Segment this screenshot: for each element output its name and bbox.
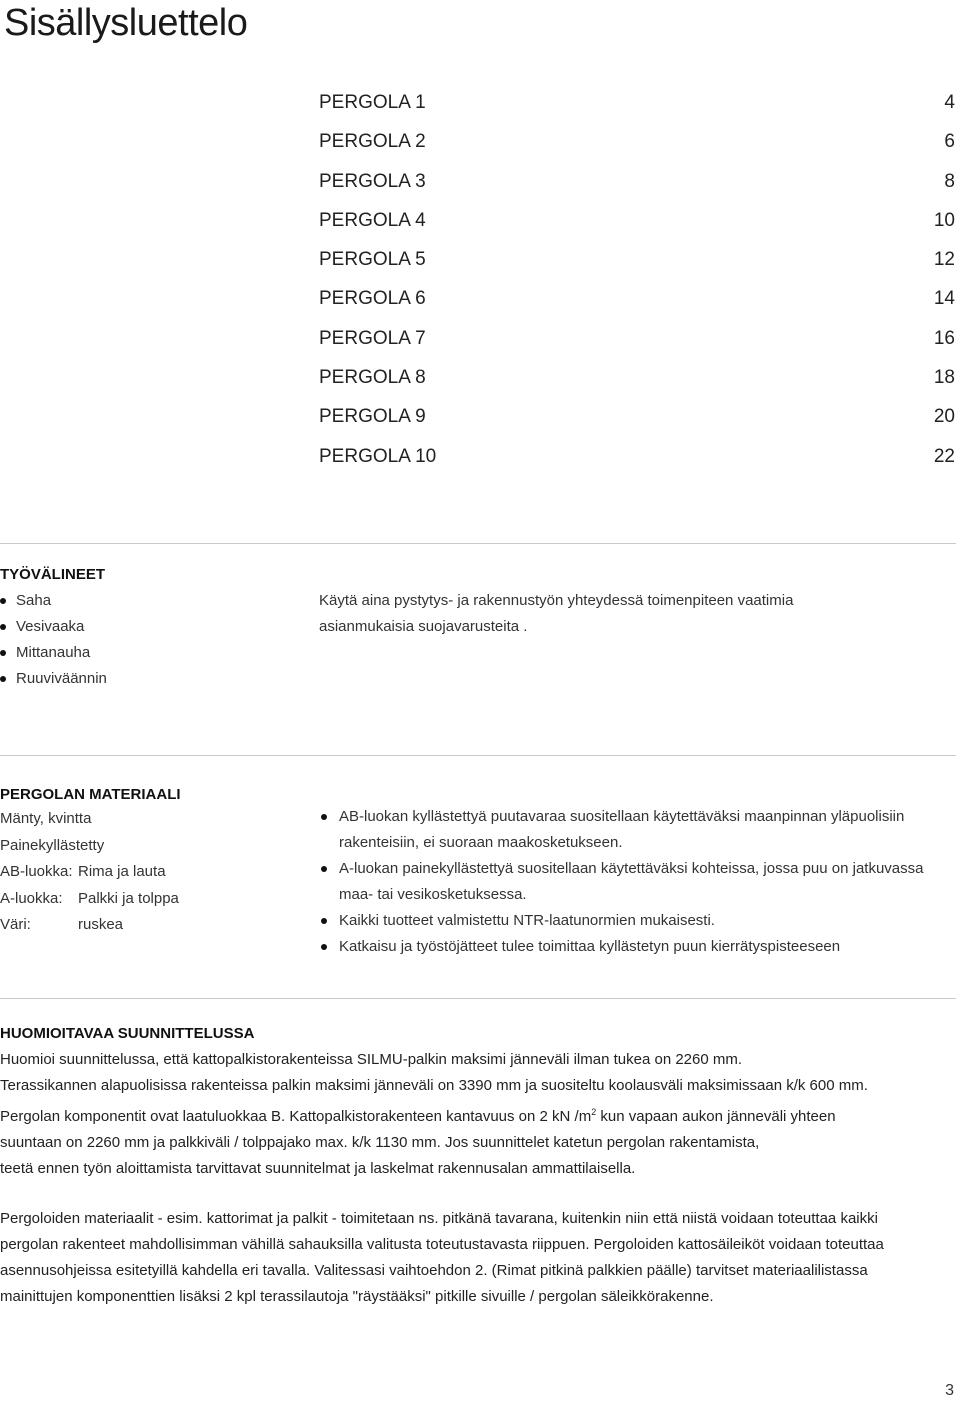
toc-label: PERGOLA 9 xyxy=(319,406,426,428)
tool-item xyxy=(0,614,107,640)
material-note xyxy=(319,804,959,830)
material-note-text: rakenteisiin, ei suoraan maakosketukseen. xyxy=(339,834,623,851)
material-note-text: A-luokan painekyllästettyä suositellaan käytettäväksi kohteissa, jossa puu on jatkuvassa xyxy=(339,860,924,877)
material-spec-row xyxy=(0,886,179,913)
toc-entry xyxy=(319,284,955,323)
material-note-continued xyxy=(319,830,959,856)
toc-label: PERGOLA 8 xyxy=(319,367,426,389)
toc-page-number: 20 xyxy=(933,406,955,428)
toc-label: PERGOLA 5 xyxy=(319,249,426,271)
toc-entry xyxy=(319,88,955,127)
planning-notes xyxy=(0,1047,868,1182)
toc-entry xyxy=(319,167,955,206)
material-spec-row xyxy=(0,912,179,939)
spec-value: ruskea xyxy=(78,916,124,933)
material-treatment: Painekyllästetty xyxy=(0,836,105,854)
paragraph-line: pergolan rakenteet mahdollisimman vähillä sahauksilla valitusta toteutustavasta riippuen. Pergoloiden kattosäileiköt voidaan toteuttaa xyxy=(0,1236,884,1253)
toc-page-number: 14 xyxy=(933,288,955,310)
toc-page-number: 6 xyxy=(944,131,955,153)
toc-page-number: 22 xyxy=(933,445,955,467)
tool-item xyxy=(0,666,107,692)
paragraph-line: mainittujen komponenttien lisäksi 2 kpl terassilautoja "räystääksi" pitkille sivuille / pergolan säleikkörakenne. xyxy=(0,1288,714,1305)
toc-entry xyxy=(319,127,955,166)
toc-label: PERGOLA 3 xyxy=(319,170,426,192)
spec-key: AB-luokka: xyxy=(0,863,73,880)
paragraph-line: asennusohjeissa esitetyillä kahdella eri tavalla. Valitessasi vaihtoehdon 2. (Rimat pitkinä palkkien päälle) tarvitset materiaalilistassa xyxy=(0,1262,868,1279)
spec-value: Rima ja lauta xyxy=(78,863,166,880)
material-wood: Mänty, kvintta xyxy=(0,810,92,827)
material-note-text: maa- tai vesikosketuksessa. xyxy=(339,886,527,903)
divider xyxy=(0,998,956,999)
tool-label: Ruuviväännin xyxy=(16,670,107,687)
bullet-icon xyxy=(0,598,6,604)
tool-item xyxy=(0,640,107,666)
page-number: 3 xyxy=(945,1382,954,1399)
table-of-contents xyxy=(319,88,955,481)
toc-page-number: 12 xyxy=(933,249,955,271)
material-note-text: AB-luokan kyllästettyä puutavaraa suositellaan käytettäväksi maanpinnan yläpuolisiin xyxy=(339,808,905,825)
toc-page-number: 16 xyxy=(933,327,955,349)
safety-note-line: asianmukaisia suojavarusteita . xyxy=(319,618,528,635)
bullet-icon xyxy=(0,624,6,630)
tool-label: Vesivaaka xyxy=(16,618,85,635)
note-line: Huomioi suunnittelussa, että kattopalkistorakenteissa SILMU-palkin maksimi jänneväli ilman tukea on 2260 mm. xyxy=(0,1051,743,1068)
toc-page-number: 8 xyxy=(944,170,955,192)
tool-label: Mittanauha xyxy=(16,644,91,661)
page-title: Sisällysluettelo xyxy=(4,2,248,44)
spec-key: Väri: xyxy=(0,916,31,933)
material-title: PERGOLAN MATERIAALI xyxy=(0,786,181,803)
toc-label: PERGOLA 4 xyxy=(319,209,426,231)
superscript: 2 xyxy=(591,1107,597,1117)
toc-page-number: 18 xyxy=(933,367,955,389)
bullet-icon xyxy=(321,814,327,820)
materials-paragraph xyxy=(0,1206,884,1310)
note-text: Pergolan komponentit ovat laatuluokkaa B. Kattopalkistorakenteen kantavuus on 2 kN /m xyxy=(0,1108,592,1125)
note-text: kun vapaan aukon jänneväli yhteen xyxy=(596,1108,836,1125)
tools-list xyxy=(0,588,107,692)
safety-note-line: Käytä aina pystytys- ja rakennustyön yhteydessä toimenpiteen vaatimia xyxy=(319,592,794,609)
spec-value: Palkki ja tolppa xyxy=(78,889,179,907)
toc-entry xyxy=(319,324,955,363)
tool-item xyxy=(0,588,107,614)
bullet-icon xyxy=(321,918,327,924)
note-line: suuntaan on 2260 mm ja palkkiväli / tolppajako max. k/k 1130 mm. Jos suunnittelet katetun pergolan rakentamista, xyxy=(0,1134,760,1151)
note-line xyxy=(0,1099,868,1130)
toc-entry xyxy=(319,442,955,481)
bullet-icon xyxy=(321,866,327,872)
material-note xyxy=(319,934,959,960)
toc-label: PERGOLA 7 xyxy=(319,327,426,349)
material-note-text: Katkaisu ja työstöjätteet tulee toimittaa kyllästetyn puun kierrätyspisteeseen xyxy=(339,938,841,955)
material-note xyxy=(319,908,959,934)
toc-entry xyxy=(319,363,955,402)
tools-title: TYÖVÄLINEET xyxy=(0,566,106,583)
spec-key: A-luokka: xyxy=(0,889,63,907)
tool-label: Saha xyxy=(16,592,52,609)
bullet-icon xyxy=(0,650,6,656)
material-notes xyxy=(319,804,959,960)
divider xyxy=(0,543,956,544)
note-line: Terassikannen alapuolisissa rakenteissa palkin maksimi jänneväli on 3390 mm ja suositeltu koolausväli maksimissaan k/k 600 mm. xyxy=(0,1077,868,1094)
material-note-continued xyxy=(319,882,959,908)
material-specs xyxy=(0,806,179,939)
toc-label: PERGOLA 6 xyxy=(319,288,426,310)
note-line: teetä ennen työn aloittamista tarvittavat suunnitelmat ja laskelmat rakennusalan ammattilaisella. xyxy=(0,1160,636,1177)
material-spec-row xyxy=(0,859,179,886)
toc-page-number: 10 xyxy=(933,209,955,231)
toc-label: PERGOLA 10 xyxy=(319,445,437,467)
bullet-icon xyxy=(321,944,327,950)
divider xyxy=(0,755,956,756)
paragraph-line: Pergoloiden materiaalit - esim. kattorimat ja palkit - toimitetaan ns. pitkänä tavarana, kuitenkin niin että niistä voidaan toteuttaa kaikki xyxy=(0,1210,878,1227)
material-note-text: Kaikki tuotteet valmistettu NTR-laatunormien mukaisesti. xyxy=(339,912,715,929)
notes-title: HUOMIOITAVAA SUUNNITTELUSSA xyxy=(0,1025,255,1042)
toc-entry xyxy=(319,402,955,441)
toc-page-number: 4 xyxy=(944,92,955,113)
toc-label: PERGOLA 1 xyxy=(319,92,426,113)
toc-entry xyxy=(319,245,955,284)
bullet-icon xyxy=(0,676,6,682)
toc-entry xyxy=(319,206,955,245)
material-note xyxy=(319,856,959,882)
toc-label: PERGOLA 2 xyxy=(319,131,426,153)
safety-note xyxy=(319,588,793,640)
